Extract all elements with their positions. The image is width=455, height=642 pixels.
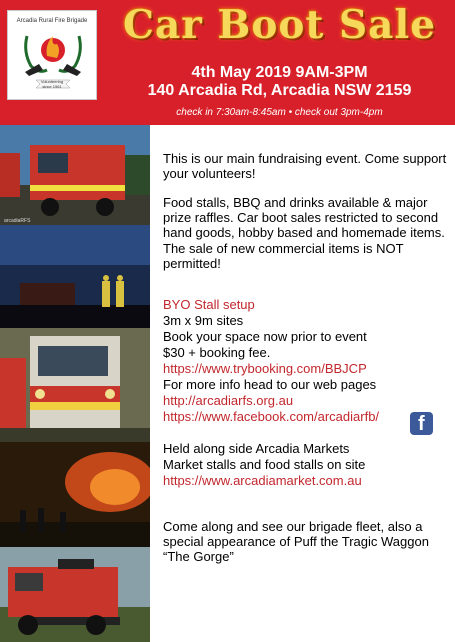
- logo-top-text: Arcadia Rural Fire Brigade: [16, 18, 88, 24]
- byo-heading: BYO Stall setup: [163, 297, 255, 312]
- website-link[interactable]: http://arcadiarfs.org.au: [163, 393, 294, 408]
- fee-text: $30 + booking fee.: [163, 345, 271, 360]
- photo-strip: [0, 125, 150, 642]
- market-stalls-text: Market stalls and food stalls on site: [163, 457, 366, 472]
- brigade-logo: [7, 10, 97, 100]
- page-title: Car Boot Sale: [122, 2, 437, 48]
- photo-bushfire-crew: [0, 442, 150, 547]
- event-date: 4th May 2019 9AM-3PM: [191, 64, 368, 81]
- booking-text: Book your space now prior to event: [163, 329, 367, 344]
- photo-watermark: arcadiaRFS: [4, 218, 31, 224]
- trybooking-link[interactable]: https://www.trybooking.com/BBJCP: [163, 361, 367, 376]
- logo-ribbon-line-1: Volunteering: [40, 79, 64, 84]
- markets-link[interactable]: https://www.arcadiamarket.com.au: [163, 473, 362, 488]
- more-info-text: For more info head to our web pages: [163, 377, 377, 392]
- photo-firefighters-night: [0, 225, 150, 328]
- sites-text: 3m x 9m sites: [163, 313, 244, 328]
- markets-text: Held along side Arcadia Markets: [163, 441, 350, 456]
- photo-fire-trucks-day: [0, 125, 150, 225]
- header-banner: [0, 0, 455, 125]
- facebook-icon[interactable]: f: [410, 412, 433, 435]
- intro-paragraph: This is our main fundraising event. Come support your volunteers!: [163, 151, 447, 182]
- checkin-times: check in 7:30am-8:45am • check out 3pm-4pm: [176, 107, 383, 118]
- logo-ribbon-text: [8, 79, 96, 89]
- brigade-emblem-icon: [21, 28, 85, 76]
- facebook-link[interactable]: https://www.facebook.com/arcadiarfb/: [163, 409, 380, 424]
- logo-ribbon-line-2: since 1961: [42, 84, 62, 89]
- photo-vintage-tanker: [0, 547, 150, 642]
- closing-paragraph: Come along and see our brigade fleet, also a special appearance of Puff the Tragic Waggon “The Gorge”: [163, 519, 429, 565]
- event-address: 140 Arcadia Rd, Arcadia NSW 2159: [147, 82, 412, 99]
- event-description: Food stalls, BBQ and drinks available & major prize raffles. Car boot sales restricted to second hand goods, hobby based and homemade items. The sale of new commercial items is NOT permitted!: [163, 195, 445, 271]
- photo-fire-truck-closeup: [0, 328, 150, 442]
